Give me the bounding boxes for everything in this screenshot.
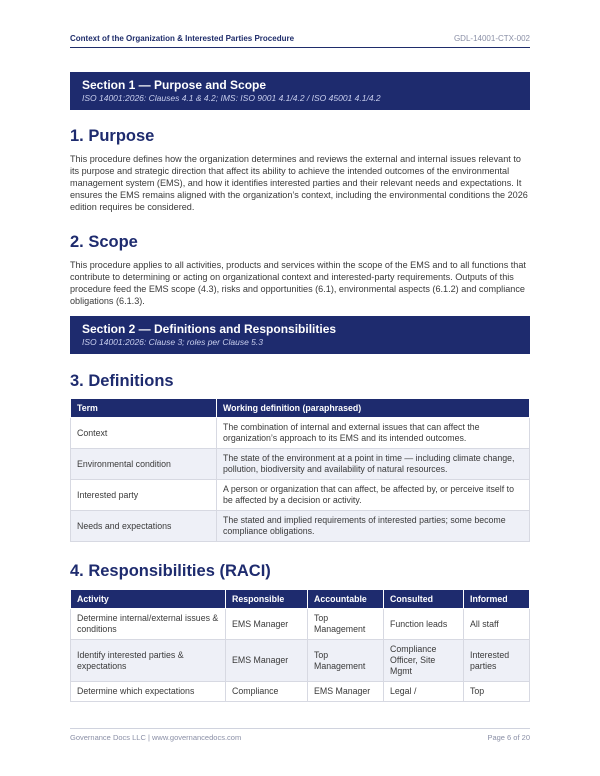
term-cell: Context bbox=[71, 418, 217, 449]
informed-cell: Interested parties bbox=[464, 640, 530, 682]
table-row bbox=[71, 609, 530, 640]
accountable-cell: Top Management bbox=[308, 609, 384, 640]
page-footer bbox=[70, 728, 530, 742]
table-row bbox=[71, 418, 530, 449]
section-1-banner bbox=[70, 72, 530, 110]
raci-header-row bbox=[71, 590, 530, 609]
scope-text: This procedure applies to all activities, products and services within the scope of the EMS and to all functions that contribute to determining or acting on organizational context and interested-party requirements. Outputs of this procedure feed the EMS scope (4.3), risks and opportunities (6.1), environmental aspects (6.1.2) and compliance obligations (6.1.3). bbox=[70, 260, 526, 306]
term-cell: Interested party bbox=[71, 480, 217, 511]
purpose-heading: 1. Purpose bbox=[70, 127, 155, 145]
section-2-subtitle: ISO 14001:2026: Clause 3; roles per Clause 5.3 bbox=[82, 337, 263, 347]
column-header-responsible: Responsible bbox=[226, 590, 308, 609]
term-cell: Needs and expectations bbox=[71, 511, 217, 542]
consulted-cell: Legal / bbox=[384, 682, 464, 702]
purpose-text: This procedure defines how the organization determines and reviews the external and internal issues relevant to its purpose and strategic direction that affect its ability to achieve the intended outcomes of the environmental management system (EMS), and how it identifies interested parties and their relevant needs and expectations. It ensures the EMS remains aligned with the organization’s context, including the environmental conditions the 2026 edition requires be considered. bbox=[70, 154, 528, 212]
section-2-banner bbox=[70, 316, 530, 354]
responsible-cell: EMS Manager bbox=[226, 640, 308, 682]
definition-cell: The stated and implied requirements of interested parties; some become compliance obligations. bbox=[217, 511, 530, 542]
raci-heading: 4. Responsibilities (RACI) bbox=[70, 562, 271, 580]
column-header-term: Term bbox=[71, 399, 217, 418]
table-row bbox=[71, 480, 530, 511]
column-header-consulted: Consulted bbox=[384, 590, 464, 609]
definition-cell: A person or organization that can affect, be affected by, or perceive itself to be affected by a decision or activity. bbox=[217, 480, 530, 511]
definitions-table bbox=[70, 398, 530, 542]
consulted-cell: Function leads bbox=[384, 609, 464, 640]
column-header-definition: Working definition (paraphrased) bbox=[217, 399, 530, 418]
table-row bbox=[71, 682, 530, 702]
document-title: Context of the Organization & Interested Parties Procedure bbox=[70, 34, 295, 43]
section-1-subtitle: ISO 14001:2026: Clauses 4.1 & 4.2; IMS: ISO 9001 4.1/4.2 / ISO 45001 4.1/4.2 bbox=[82, 93, 381, 103]
column-header-informed: Informed bbox=[464, 590, 530, 609]
consulted-cell: Compliance Officer, Site Mgmt bbox=[384, 640, 464, 682]
column-header-accountable: Accountable bbox=[308, 590, 384, 609]
section-1-title: Section 1 — Purpose and Scope bbox=[82, 78, 267, 92]
accountable-cell: Top Management bbox=[308, 640, 384, 682]
footer-company: Governance Docs LLC | www.governancedocs.com bbox=[70, 733, 242, 742]
table-row bbox=[71, 640, 530, 682]
definition-cell: The combination of internal and external issues that can affect the organization’s approach to its EMS and its intended outcomes. bbox=[217, 418, 530, 449]
document-id: GDL-14001-CTX-002 bbox=[453, 34, 530, 43]
term-cell: Environmental condition bbox=[71, 449, 217, 480]
scope-heading: 2. Scope bbox=[70, 233, 138, 251]
definitions-heading: 3. Definitions bbox=[70, 372, 174, 390]
activity-cell: Identify interested parties & expectations bbox=[71, 640, 226, 682]
informed-cell: Top bbox=[464, 682, 530, 702]
informed-cell: All staff bbox=[464, 609, 530, 640]
table-row bbox=[71, 511, 530, 542]
activity-cell: Determine which expectations bbox=[71, 682, 226, 702]
accountable-cell: EMS Manager bbox=[308, 682, 384, 702]
responsible-cell: Compliance bbox=[226, 682, 308, 702]
section-2-title: Section 2 — Definitions and Responsibilities bbox=[82, 322, 337, 336]
activity-cell: Determine internal/external issues & conditions bbox=[71, 609, 226, 640]
definition-cell: The state of the environment at a point in time — including climate change, pollution, biodiversity and availability of natural resources. bbox=[217, 449, 530, 480]
responsible-cell: EMS Manager bbox=[226, 609, 308, 640]
table-row bbox=[71, 449, 530, 480]
raci-table bbox=[70, 589, 530, 702]
definitions-header-row bbox=[71, 399, 530, 418]
column-header-activity: Activity bbox=[71, 590, 226, 609]
page-header bbox=[70, 34, 530, 48]
page-number: Page 6 of 20 bbox=[487, 733, 530, 742]
